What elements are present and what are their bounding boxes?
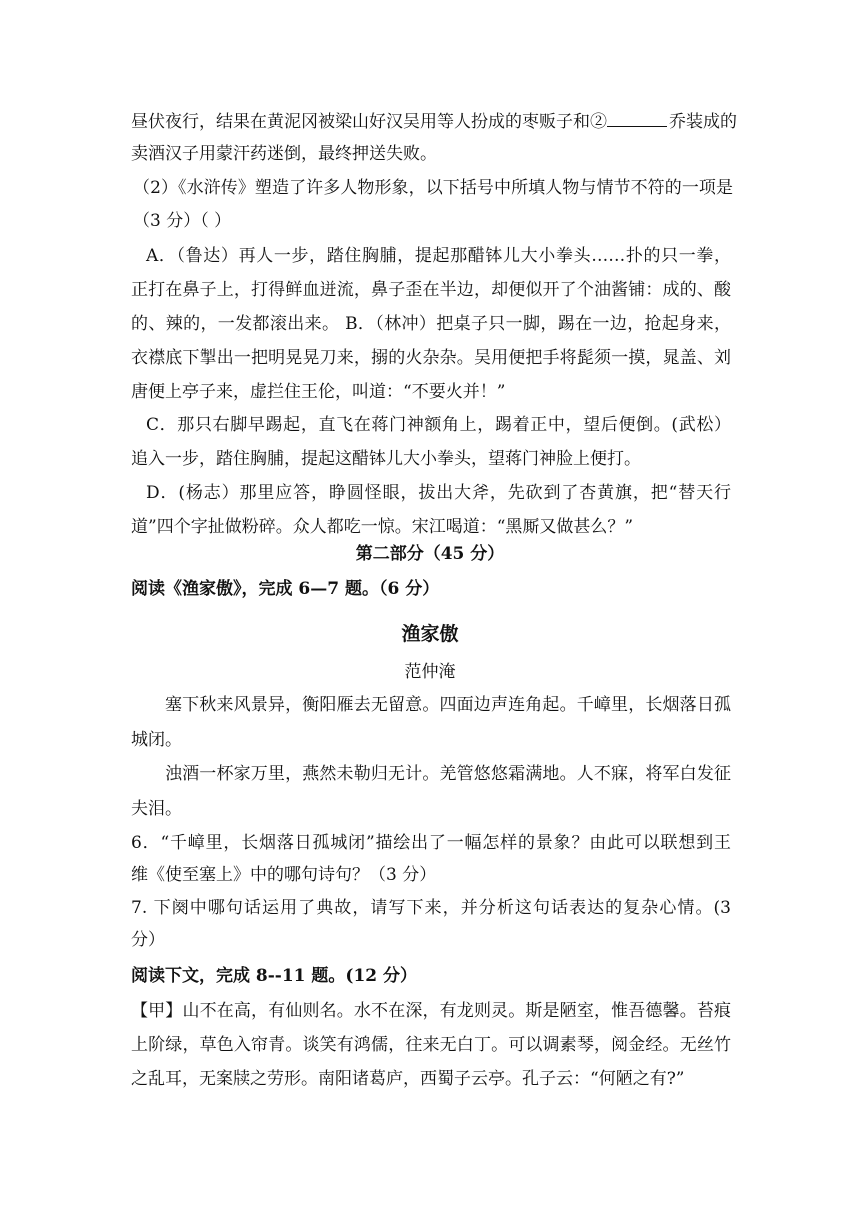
fill-in-blank [607, 110, 667, 127]
question-6: 6．“千嶂里，长烟落日孤城闭”描绘出了一幅怎样的景象？由此可以联想到王 [131, 833, 731, 853]
passage-jia: 之乱耳，无案牍之劳形。南阳诸葛庐，西蜀子云亭。孔子云：“何陋之有?” [131, 1069, 685, 1089]
question-6: 维《使至塞上》中的哪句诗句？（3 分） [131, 865, 437, 885]
option-d: D．(杨志）那里应答，睁圆怪眼，拔出大斧，先砍到了杏黄旗，把“替天行 [146, 483, 731, 503]
poem-stanza: 浊酒一杯家万里，燕然未勒归无计。羌管悠悠霜满地。人不寐，将军白发征 [165, 764, 731, 784]
option-c: C．那只右脚早踢起，直飞在蒋门神额角上，踢着正中，望后便倒。(武松） [146, 415, 731, 435]
option-b: 唐便上亭子来，虚拦住王伦，叫道：“不要火并！” [131, 382, 506, 402]
section-heading: 第二部分（45 分） [355, 544, 505, 564]
option-b: 衣襟底下掣出一把明晃晃刀来，搦的火杂杂。吴用便把手将髭须一摸，晁盖、刘 [131, 348, 731, 368]
poem-stanza: 夫泪。 [131, 799, 182, 819]
option-a: A．（鲁达）再人一步，踏住胸脯，提起那醋钵儿大小拳头……扑的只一拳， [146, 246, 731, 266]
passage-jia: 【甲】山不在高，有仙则名。水不在深，有龙则灵。斯是陋室，惟吾德馨。苔痕 [131, 1001, 731, 1021]
option-c: 追入一步，踏住胸脯，提起这醋钵儿大小拳头，望蒋门神脸上便打。 [131, 449, 641, 469]
question-stem: （2）《水浒传》塑造了许多人物形象，以下括号中所填人物与情节不符的一项是 [133, 178, 733, 198]
question-7: 分） [131, 930, 165, 950]
poem-title: 渔家傲 [401, 623, 459, 645]
poem-stanza: 城闭。 [131, 730, 182, 750]
option-a: 正打在鼻子上，打得鲜血迸流，鼻子歪在半边，却便似开了个油酱铺：成的、酸 [131, 280, 731, 300]
text-segment: 昼伏夜行，结果在黄泥冈被梁山好汉吴用等人扮成的枣贩子和② [131, 112, 607, 132]
poem-stanza: 塞下秋来风景异，衡阳雁去无留意。四面边声连角起。千嶂里，长烟落日孤 [165, 695, 731, 715]
section-instruction: 阅读《渔家傲》，完成 6—7 题。（6 分） [131, 579, 440, 599]
text-line [131, 110, 737, 133]
option-a-b: 的、辣的，一发都滚出来。 B．（林冲）把桌子只一脚，踢在一边，抢起身来， [131, 314, 731, 334]
text-line: 卖酒汉子用蒙汗药迷倒，最终押送失败。 [131, 144, 437, 164]
passage-jia: 上阶绿，草色入帘青。谈笑有鸿儒，往来无白丁。可以调素琴，阅金经。无丝竹 [131, 1035, 731, 1055]
question-7: 7. 下阕中哪句话运用了典故，请写下来，并分析这句话表达的复杂心情。(3 [131, 898, 731, 918]
option-d: 道”四个字扯做粉碎。众人都吃一惊。宋江喝道：“黑厮又做甚么？” [131, 517, 634, 537]
poem-author: 范仲淹 [404, 662, 456, 682]
question-stem: （3 分）（ ） [133, 211, 232, 231]
text-segment: 乔装成的 [669, 112, 737, 132]
section-instruction: 阅读下文，完成 8--11 题。(12 分） [131, 966, 418, 986]
